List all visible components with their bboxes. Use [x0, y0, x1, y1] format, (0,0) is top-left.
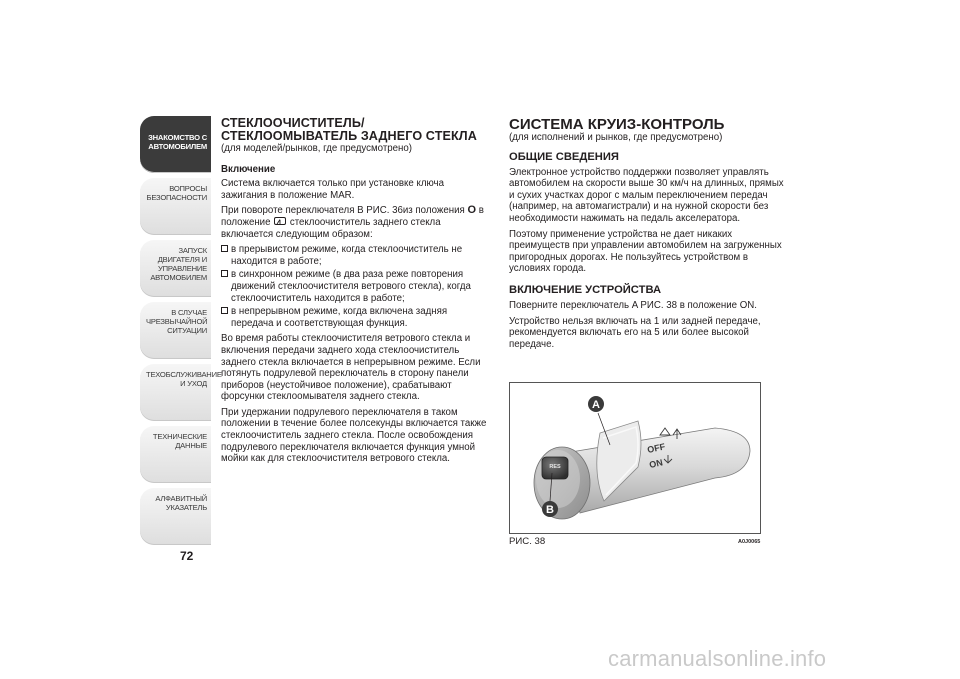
- rear-wiper-section: [221, 117, 491, 469]
- rear-wiper-subtitle: (для моделей/рынков, где предусмотрено): [221, 143, 413, 154]
- figure-caption: РИС. 38: [509, 536, 546, 547]
- paragraph-hold: При удержании подрулевого переключателя в таком положении в течение более полсекунды включается также стеклоочиститель заднего стекла. После освобождения подрулевого переключателя включается функция умной мойки как для стеклоочистителя ветрового стекла.: [221, 406, 487, 465]
- watermark: carmanualsonline.info: [608, 646, 827, 671]
- tab-index[interactable]: АЛФАВИТНЫЙ УКАЗАТЕЛЬ: [140, 488, 211, 545]
- tab-maintenance[interactable]: ТЕХОБСЛУЖИВАНИЕ И УХОД: [140, 364, 211, 421]
- tab-starting-driving[interactable]: ЗАПУСК ДВИГАТЕЛЯ И УПРАВЛЕНИЕ АВТОМОБИЛЕМ: [140, 240, 211, 297]
- checkbox-bullet-icon: [221, 307, 228, 314]
- cruise-title: СИСТЕМА КРУИЗ-КОНТРОЛЬ: [509, 116, 725, 133]
- checkbox-bullet-icon: [221, 270, 228, 277]
- up-arrow-icon: [660, 428, 670, 435]
- cruise-control-section: [509, 117, 789, 354]
- rear-wiper-title: СТЕКЛООЧИСТИТЕЛЬ/СТЕКЛООМЫВАТЕЛЬ ЗАДНЕГО СТЕКЛА: [221, 116, 477, 143]
- paragraph-gear: Устройство нельзя включать на 1 или задней передаче, рекомендуется включать его на 5 или более высокой передаче.: [509, 315, 761, 350]
- general-heading: ОБЩИЕ СВЕДЕНИЯ: [509, 150, 619, 163]
- enable-heading: ВКЛЮЧЕНИЕ УСТРОЙСТВА: [509, 283, 662, 296]
- paragraph-advantages: Поэтому применение устройства не дает никаких преимуществ при управлении автомобилем на загруженных пригородных дорогах. Не пользуйтесь устройством в условиях города.: [509, 228, 782, 275]
- tab-technical-data[interactable]: ТЕХНИЧЕСКИЕ ДАННЫЕ: [140, 426, 211, 483]
- switch-text-2: в: [476, 205, 484, 217]
- bullet-synchronous: в синхронном режиме (в два раза реже повторения движений стеклоочистителя ветрового стекла), когда стеклоочиститель находится в работе;: [221, 269, 491, 304]
- bullet-intermittent: в прерывистом режиме, когда стеклоочиститель не находится в работе;: [221, 244, 491, 267]
- paragraph-reverse: Во время работы стеклоочистителя ветрового стекла и включения передачи заднего хода стеклоочиститель заднего стекла включается в непрерывном режиме. Если потянуть подрулевой переключатель в сторону панели приборов (неустойчивое положение), срабатывают форсунки стеклоомывателя заднего стекла.: [221, 333, 481, 403]
- paragraph-ignition: Система включается только при установке ключа зажигания в положение MAR.: [221, 178, 444, 201]
- on-label: ON: [648, 457, 664, 470]
- switch-text-3: положение: [221, 216, 274, 228]
- position-o: O: [467, 204, 477, 217]
- activation-heading: Включение: [221, 163, 276, 175]
- switch-text-4: стеклоочиститель заднего стекла включается следующим образом:: [221, 216, 441, 240]
- figure-code: A0J0065: [738, 539, 761, 545]
- paragraph-switch: [221, 205, 491, 240]
- tab-intro[interactable]: ЗНАКОМСТВО С АВТОМОБИЛЕМ: [140, 116, 211, 173]
- tab-safety[interactable]: ВОПРОСЫ БЕЗОПАСНОСТИ: [140, 178, 211, 235]
- bullet-continuous: в непрерывном режиме, когда включена задняя передача и соответствующая функция.: [221, 306, 491, 329]
- callout-b-label: B: [546, 504, 554, 516]
- paragraph-general: Электронное устройство поддержки позволяет управлять автомобилем на скорости выше 30 км/ч на длинных, прямых и сухих участках дорог с малым переключением передач (например, на автомагистрали) и на нужной скорости без необходимости нажимать на педаль акселератора.: [509, 166, 784, 224]
- off-label: OFF: [646, 441, 667, 455]
- res-button-label: RES: [549, 464, 561, 470]
- callout-a-label: A: [592, 399, 600, 411]
- page-number: 72: [180, 549, 194, 563]
- cruise-lever-illustration: [510, 383, 760, 533]
- cruise-lever-figure: [509, 382, 761, 534]
- rear-wiper-icon: [274, 217, 286, 226]
- paragraph-turn-on: Поверните переключатель A РИС. 38 в положение ON.: [509, 299, 757, 311]
- tab-emergency[interactable]: В СЛУЧАЕ ЧРЕЗВЫЧАЙНОЙ СИТУАЦИИ: [140, 302, 211, 359]
- cruise-subtitle: (для исполнений и рынков, где предусмотрено): [509, 132, 723, 143]
- checkbox-bullet-icon: [221, 245, 228, 252]
- switch-text-1: При повороте переключателя B РИС. 36из положения: [221, 205, 468, 217]
